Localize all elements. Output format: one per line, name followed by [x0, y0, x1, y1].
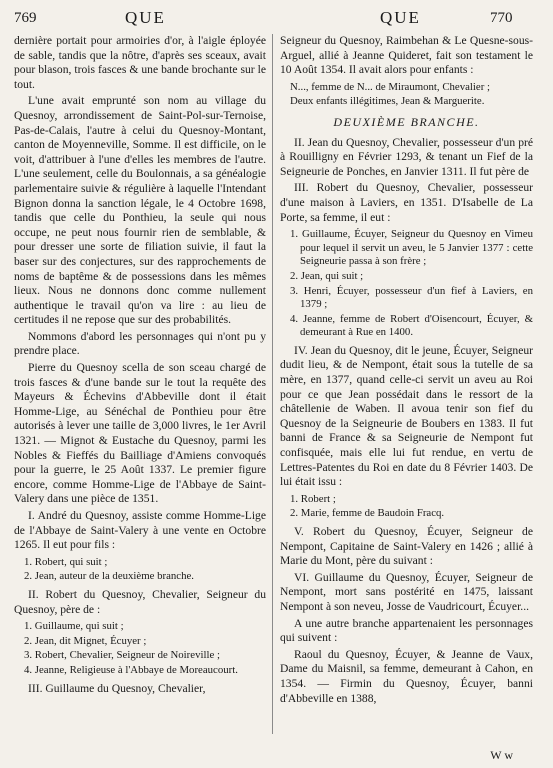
column-divider	[272, 34, 273, 734]
paragraph: VI. Guillaume du Quesnoy, Écuyer, Seigneur de Nempont, mort sans postérité en 1475, laissant Nempont à son neveu, Josse de Vaudricourt, Écuyer...	[280, 570, 533, 613]
paragraph: Nommons d'abord les personnages qui n'ont pu y prendre place.	[14, 329, 266, 358]
paragraph: III. Robert du Quesnoy, Chevalier, possesseur d'une maison à Laviers, en 1351. D'Isabelle de La Porte, sa femme, il eut :	[280, 181, 533, 224]
page-header	[0, 4, 553, 34]
paragraph: III. Guillaume du Quesnoy, Chevalier,	[28, 681, 206, 695]
children-list	[14, 556, 266, 584]
list-item: 4. Jeanne, Religieuse à l'Abbaye de Moreaucourt.	[24, 663, 238, 676]
left-column	[14, 34, 266, 698]
catchword: W w	[490, 748, 513, 762]
paragraph: A une autre branche appartenaient les personnages qui suivent :	[280, 616, 533, 645]
list-item: 3. Henri, Écuyer, possesseur d'un fief à Laviers, en 1379 ;	[290, 284, 533, 311]
list-item: 2. Jean, dit Mignet, Écuyer ;	[24, 634, 147, 647]
list-item: 1. Robert ;	[290, 492, 336, 505]
list-item: 1. Guillaume, qui suit ;	[24, 620, 124, 633]
paragraph: dernière portait pour armoiries d'or, à l'aigle éployée de sable, tandis que la nôtre, d'après ses sceaux, avait pour blason, trois fasces & une bande brochante sur le tout.	[14, 34, 266, 91]
list-item: 3. Robert, Chevalier, Seigneur de Noireville ;	[24, 649, 220, 662]
section-heading: DEUXIÈME BRANCHE.	[333, 114, 480, 129]
children-list	[280, 493, 533, 521]
list-item: 2. Jean, auteur de la deuxième branche.	[24, 570, 194, 583]
children-list	[280, 228, 533, 340]
children-list	[14, 620, 266, 677]
page-number-left: 769	[14, 10, 37, 26]
list-item: 2. Marie, femme de Baudoin Fracq.	[290, 507, 445, 520]
paragraph: IV. Jean du Quesnoy, dit le jeune, Écuyer, Seigneur dudit lieu, & de Nempont, était sous la tutelle de sa mère, en 1377, quand celle-ci servit un aveu au Roi pour ce que Jean possédait dans le ressort de la châtellenie de Waben. Il avoua tenir son fief du Quesnoy de la Seigneurie de Boubers en 1383. Il fut banni de France & sa Seigneurie de Nempont fut confisquée, mais elle lui fut rendue, en vertu de Lettres-Patentes du Roi en date du 8 Février 1403. De lui était issu :	[280, 343, 533, 489]
list-item: Deux enfants illégitimes, Jean & Marguerite.	[290, 95, 485, 108]
list-item: N..., femme de N... de Miraumont, Chevalier ;	[290, 80, 490, 93]
page-number-right: 770	[490, 10, 513, 26]
list-item: 4. Jeanne, femme de Robert d'Oisencourt, Écuyer, & demeurant à Rue en 1400.	[290, 312, 533, 339]
running-head-right: QUE	[380, 8, 421, 27]
paragraph: I. André du Quesnoy, assiste comme Homme-Lige de l'Abbaye de Saint-Valery à une vente en Octobre 1265. Il eut pour fils :	[14, 509, 266, 552]
paragraph: Raoul du Quesnoy, Écuyer, & Jeanne de Vaux, Dame du Maisnil, sa femme, demeurant à Cahon, en 1354. — Firmin du Quesnoy, Écuyer, banni d'Abbeville en 1388,	[280, 647, 533, 705]
paragraph: Pierre du Quesnoy scella de son sceau chargé de trois fasces & d'une bande sur le tout la requête des Mayeurs & Échevins d'Abbeville dont il était Homme-Lige, au Sénéchal de Ponthieu pour être autorisés à lever une taille de 3,000 livres, le 1er Avril 1321. — Mignot & Eustache du Quesnoy, parmi les Nobles & Fieffés du Bailliage d'Amiens convoqués pour la guerre, le 25 Août 1337. Le premier figure encore, comme Homme-Lige de l'Abbaye de Saint-Valery dans une pièce de 1351.	[14, 361, 266, 506]
children-list	[280, 81, 533, 109]
right-column	[280, 34, 533, 708]
list-item: 1. Guillaume, Écuyer, Seigneur du Quesnoy en Vimeu pour lequel il servit un aveu, le 5 Janvier 1377 : cette Seigneurie passa à son frère ;	[290, 228, 533, 268]
running-head-left: QUE	[125, 8, 166, 27]
paragraph: II. Robert du Quesnoy, Chevalier, Seigneur du Quesnoy, père de :	[14, 587, 266, 616]
list-item: 2. Jean, qui suit ;	[290, 269, 364, 282]
paragraph: Seigneur du Quesnoy, Raimbehan & Le Quesne-sous-Arguel, allié à Jeanne Quideret, fait son testament le 10 Août 1354. Il avait alors pour enfants :	[280, 34, 533, 77]
paragraph: V. Robert du Quesnoy, Écuyer, Seigneur de Nempont, Capitaine de Saint-Valery en 1426 ; allié à Marie du Mont, père du suivant :	[280, 525, 533, 568]
paragraph: L'une avait emprunté son nom au village du Quesnoy, arrondissement de Saint-Pol-sur-Ternoise, Pas-de-Calais, l'autre à celui du Quesnoy-Montant, canton de Moyenneville, Somme. Il est difficile, on le voit, d'attribuer à l'une d'elles les membres de l'autre. L'une seulement, celle du Boulonnais, a sa généalogie parlementaire suivie & régulière à laquelle l'Intendant Bignon donna la sanction légale, le 4 Octobre 1698, tandis que celle du Ponthieu, la seule qui nous occupe, ne peut nous fournir rien de semblable, & pour dresser une sorte de filiation suivie, il faut la baser sur des conjectures, sur des rapprochements de noms de baptême & de possessions dans les mêmes lieux. Nous ne donnons donc comme nullement authentique le travail qu'on va lire : au lieu de certitudes il ne repose que sur des probabilités.	[14, 94, 266, 327]
list-item: 1. Robert, qui suit ;	[24, 555, 108, 568]
paragraph: II. Jean du Quesnoy, Chevalier, possesseur d'un pré à Rouilligny en Février 1293, & tenant un Fief de la Seigneurie de Ponches, en Janvier 1311. Il fut père de	[280, 135, 533, 178]
